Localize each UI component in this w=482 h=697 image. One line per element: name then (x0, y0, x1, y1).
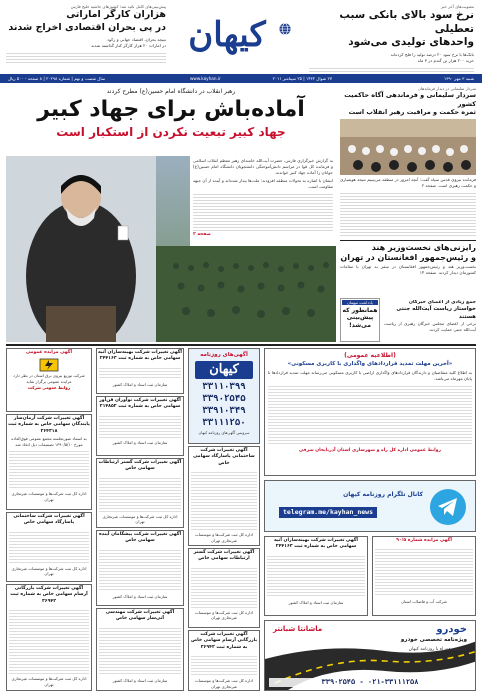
ad-left-3-filler (9, 530, 89, 564)
top-right-kicker: معنویت‌های آخر خبر (440, 4, 474, 9)
ad-col2-4-footer: سازمان ثبت اسناد و املاک کشور (112, 593, 168, 599)
ad-col3-2-filler (191, 470, 257, 530)
lead-subtitle[interactable]: جهاد کبیر تبعیت نکردن از استکبار است (56, 124, 286, 139)
kayhan-ad-phone-2[interactable]: ۳۳۹۰۲۵۴۵ (202, 394, 246, 405)
lead-paragraph-1: به گزارش خبرگزاری فارس، حضرت آیت‌الله خامنه‌ای رهبر معظم انقلاب اسلامی و فرمانده کل قوا در مراسم دانش‌آموختگی دانشجویان دانشگاه امام حسین(ع) جوانان را آماده جهاد کبیر خواندند. (193, 158, 333, 176)
ad-left-2-body: به استناد صورتجلسه مجمع عمومی فوق‌العاده مورخ ۱۳۹۰/۵/۱۰ تصمیمات ذیل اتخاذ شد (11, 436, 87, 447)
ad-top-left-footer: روابط عمومی شرکت (27, 384, 71, 390)
ad-left-2-filler (9, 449, 89, 489)
ad-col2-3[interactable] (96, 458, 184, 528)
crowd-photo-icon (340, 119, 476, 175)
kayhan-ad-footer: سرویس آگهی‌های روزنامه کیهان (198, 429, 250, 435)
left-kicker: پیش‌بینی‌های کامل تائید شد؛ کشورهای حاشیه خلیج فارس (70, 4, 166, 9)
ad-col2-4[interactable] (96, 530, 184, 606)
ad-col2-2-title: آگهی تغییرات شرکت نوآوران فن‌آور سهامی خاص به شماره ثبت ۲۱۴۸۵۲ (99, 398, 181, 410)
ad-col3-4-filler (191, 654, 257, 676)
filler-text (6, 51, 166, 65)
lead-page-ref[interactable]: صفحه ۲ (193, 232, 211, 238)
ad-top-left-body: شرکت توزیع نیروی برق استان در نظر دارد مزایده عمومی برگزار نماید (13, 373, 85, 385)
telegram-link[interactable]: telegram.me/kayhan_news (279, 507, 377, 518)
lead-text (190, 156, 336, 246)
item4-box[interactable] (340, 298, 380, 342)
section-divider (6, 344, 476, 346)
masthead-logo[interactable] (172, 8, 312, 68)
ad-col2-4-filler (99, 548, 181, 592)
left-small-1: نتیجه بحران، اقتصاد جهانی و رکود (107, 37, 166, 43)
ad-right-lower-1-title: آگهی مزایده شماره ۹۰/۵ (396, 538, 452, 543)
item1-kicker: سردار سلیمانی در دیدار فرماندهان (417, 86, 476, 91)
car-ad-title: ماشانتا شبانتر (273, 625, 323, 633)
ad-col3-4[interactable] (188, 630, 260, 691)
telegram-icon (429, 488, 467, 526)
lead-kicker: رهبر انقلاب در دانشگاه امام حسین(ع) مطرح کردند (106, 88, 236, 95)
ad-left-2-title: آگهی تغییرات شرکت آرمان‌ساز پایندگان سهامی خاص به شماره ثبت ۲۶۴۳۱۸ (8, 416, 90, 434)
masthead-right-headlines (309, 4, 474, 76)
ad-col2-5-title: آگهی تغییرات شرکت مهندسی آتی‌ساز سهامی خاص (105, 610, 175, 622)
item2-title[interactable]: رایزنی‌های نخست‌وزیر هند (371, 242, 476, 252)
item3-kicker: جمع زیادی از اعضای خبرگان (408, 300, 476, 305)
masthead-left-headlines (6, 4, 166, 76)
item4-title: همانطور که پیش‌بینی می‌شد! (342, 307, 378, 329)
car-ad-footer: هر هفته همراه با روزنامه کیهان (408, 647, 467, 652)
ad-col3-4-footer: اداره کل ثبت شرکت‌ها و موسسات غیرتجاری تهران (194, 678, 254, 689)
dateline-center: ۲۷ شوال ۱۴۳۲ | ۲۵ سپتامبر ۲۰۱۱ (272, 76, 332, 81)
ad-right-lower-2-title: آگهی تغییرات شرکت بهینه‌سازان آتیه سهامی خاص به شماره ثبت ۲۴۴۱۶۳ (274, 538, 358, 550)
car-ad-sub: ویژه‌نامه تخصصی خودرو (400, 637, 467, 643)
ad-col3-3-footer: اداره کل ثبت شرکت‌ها و موسسات غیرتجاری تهران (194, 609, 254, 621)
ad-col2-2-footer: سازمان ثبت اسناد و املاک کشور (112, 439, 168, 445)
ad-right-lower-2-footer: سازمان ثبت اسناد و املاک کشور (288, 599, 344, 605)
dateline-site: www.kayhan.ir (190, 76, 221, 81)
ad-col2-3-title: آگهی تغییرات شرکت گستر ارتباطات سهامی خاص (98, 460, 182, 472)
ad-col2-1[interactable] (96, 348, 184, 394)
kayhan-ad-phone-4[interactable]: ۳۳۱۱۱۲۵۰ (202, 418, 246, 429)
left-small-2: در امارات ۲۰ هزار کارگر کنار گذاشته شدند (91, 43, 166, 49)
ad-col2-5-filler (99, 626, 181, 676)
headline-right-2[interactable]: واحدهای تولیدی می‌شود (348, 35, 474, 48)
car-ad-phone[interactable]: ۰۲۱-۳۳۱۱۱۲۵۸ - ۳۳۹۰۲۵۴۵ (269, 678, 471, 687)
dateline-bar (0, 74, 482, 83)
public-notice[interactable] (264, 348, 476, 476)
ad-col2-4-title: آگهی تغییرات شرکت پیشگامان آینده سهامی خاص (98, 532, 182, 544)
notice-body: به اطلاع کلیه متقاضیان و دارندگان قراردادهای واگذاری اراضی با کاربری مسکونی می‌رساند مهلت تمدید قراردادها تا پایان مهرماه می‌باشد. (268, 369, 472, 381)
headline-left-1[interactable]: هزاران کارگر اماراتی (66, 9, 166, 21)
telegram-banner[interactable] (264, 480, 476, 532)
ad-right-lower-1-filler (375, 547, 473, 597)
parliament-photo[interactable] (340, 119, 476, 175)
ad-col2-3-filler (99, 476, 181, 512)
kayhan-ad-logo: کیهان (195, 361, 253, 379)
item4-kicker: یادداشت میهمان (342, 300, 378, 305)
ad-col2-3-footer: اداره کل ثبت شرکت‌ها و موسسات غیرتجاری تهران (102, 513, 178, 525)
lead-headline-block (6, 86, 336, 154)
headline-left-2[interactable]: در پی بحران اقتصادی اخراج شدند (8, 21, 166, 33)
car-ad-brand: خودرو (436, 624, 467, 635)
ad-col3-2-footer: اداره کل ثبت شرکت‌ها و موسسات غیرتجاری تهران (194, 532, 254, 543)
ad-left-3-title: آگهی تغییرات شرکت ساختمانی پاسارگاد سهامی خاص (13, 514, 85, 526)
ad-right-lower-2[interactable] (264, 536, 368, 616)
item1-filler (340, 191, 476, 237)
item1-title[interactable]: سردار سلیمانی و فرماندهی آگاه حاکمیت کشور (344, 91, 476, 108)
item3 (384, 300, 476, 342)
right-small-1: بانک‌ها با نرخ سود ۲۰ درصد تولید را فلج کرده‌اند (390, 51, 474, 57)
logo-text: کیهان (188, 15, 266, 55)
ad-top-left-title: آگهی مزایده عمومی (25, 350, 73, 355)
ad-col3-3-title: آگهی تغییرات شرکت گستر ارتباطات سهامی خاص (193, 550, 255, 562)
right-small-2: خرید ۲۰۰ هزار تن گندم در ۳ ماه (417, 57, 474, 63)
kayhan-ad-phone-1[interactable]: ۳۳۱۱۰۳۹۹ (202, 381, 246, 392)
ad-left-2-footer: اداره کل ثبت شرکت‌ها و موسسات غیرتجاری تهران (11, 491, 87, 503)
masthead (0, 0, 482, 82)
item1-sub[interactable]: ثمره حکمت و مراقبت رهبر انقلاب است (348, 108, 476, 117)
ad-right-lower-1-footer: شرکت آب و فاضلاب استان (401, 599, 447, 605)
lead-filler (193, 192, 333, 232)
ad-left-4-title: آگهی تغییرات شرکت بازرگانی آرسام سهامی خاص به شماره ثبت ۳۶۹۴۲ (10, 586, 88, 604)
notice-filler (268, 384, 472, 446)
dateline-right: شنبه ۳ مهر ۱۳۹۰ (443, 76, 474, 81)
car-supplement-ad[interactable] (264, 620, 476, 691)
ad-top-left[interactable] (6, 348, 92, 412)
kayhan-ads-box[interactable] (188, 348, 260, 444)
ad-col3-3[interactable] (188, 548, 260, 628)
ad-left-2[interactable] (6, 414, 92, 510)
notice-footer: روابط عمومی اداره کل راه و شهرسازی استان آذربایجان شرقی (298, 447, 442, 453)
ad-col2-1-footer: سازمان ثبت اسناد و املاک کشور (112, 381, 168, 387)
lead-title[interactable]: آماده‌باش برای جهاد کبیر (37, 97, 305, 123)
ad-col2-2-filler (99, 414, 181, 438)
ad-col2-2[interactable] (96, 396, 184, 456)
ad-col3-3-filler (191, 566, 257, 608)
ad-left-3-footer: اداره کل ثبت شرکت‌ها و موسسات غیرتجاری تهران (11, 565, 87, 577)
item1-text: فرمانده نیروی قدس سپاه گفت: آنچه امروز در منطقه می‌بینیم نتیجه هوشیاری و حکمت رهبری است. صفحه ۲ (340, 176, 476, 188)
ad-col2-1-title: آگهی تغییرات شرکت بهینه‌سازان آتیه سهامی خاص به شماره ثبت ۲۴۴۱۶۳ (98, 350, 182, 362)
ad-left-4-footer: اداره کل ثبت شرکت‌ها و موسسات غیرتجاری تهران (11, 676, 87, 687)
item3-text: برخی از اعضای مجلس خبرگان رهبری از ریاست آیت‌الله جنتی حمایت کردند. (384, 321, 476, 333)
item2-text: نخست‌وزیر هند و رئیس‌جمهور افغانستان در سفر به تهران با مقامات کشورمان دیدار کردند. صفحه ۱۴ (340, 263, 476, 275)
company-logo-icon (39, 358, 59, 372)
ad-col2-5-footer: سازمان ثبت اسناد و املاک کشور (112, 677, 168, 683)
notice-title: (اطلاعیه عمومی) (344, 352, 396, 359)
item2 (340, 240, 476, 276)
kayhan-ad-title: آگهی‌های روزنامه (200, 352, 248, 358)
notice-sub: «آخرین مهلت تمدید قراردادهای واگذاری با کاربری مسکونی» (287, 361, 453, 368)
telegram-label: کانال تلگرام روزنامه کیهان (343, 491, 423, 498)
item3-title[interactable]: خواستار ریاست آیت‌الله جنتی هستند (396, 306, 476, 320)
headline-right-1[interactable]: نرخ سود بالای بانکی سبب تعطیلی (339, 9, 474, 35)
ad-col2-5[interactable] (96, 608, 184, 691)
item2-sub[interactable]: و رئیس‌جمهور افغانستان در تهران (340, 252, 476, 262)
ad-left-3[interactable] (6, 512, 92, 582)
dateline-left: سال شصت و نهم | شماره ۲۰۲۹۸ | ۸ صفحه - ۵۰۰ ریال (8, 76, 106, 81)
ad-col3-4-title: آگهی تغییرات شرکت بازرگانی آرسام سهامی خاص به شماره ثبت ۳۶۹۴۲ (190, 632, 258, 650)
ad-left-4[interactable] (6, 584, 92, 691)
ad-col3-2[interactable] (188, 446, 260, 546)
lead-paragraph-2: ایشان با اشاره به تحولات منطقه افزودند: ملت‌ها بیدار شده‌اند و آینده از آن جبهه مقاومت است. (193, 178, 333, 190)
ad-left-4-filler (9, 608, 89, 674)
ad-right-lower-2-filler (267, 554, 365, 598)
ad-right-lower-1[interactable] (372, 536, 476, 616)
kayhan-ad-phone-3[interactable]: ۳۳۹۱۰۳۴۹ (202, 406, 246, 417)
ad-col3-2-title: آگهی تغییرات شرکت ساختمانی پاسارگاد سهامی خاص (193, 448, 255, 466)
ad-col2-1-filler (99, 366, 181, 380)
